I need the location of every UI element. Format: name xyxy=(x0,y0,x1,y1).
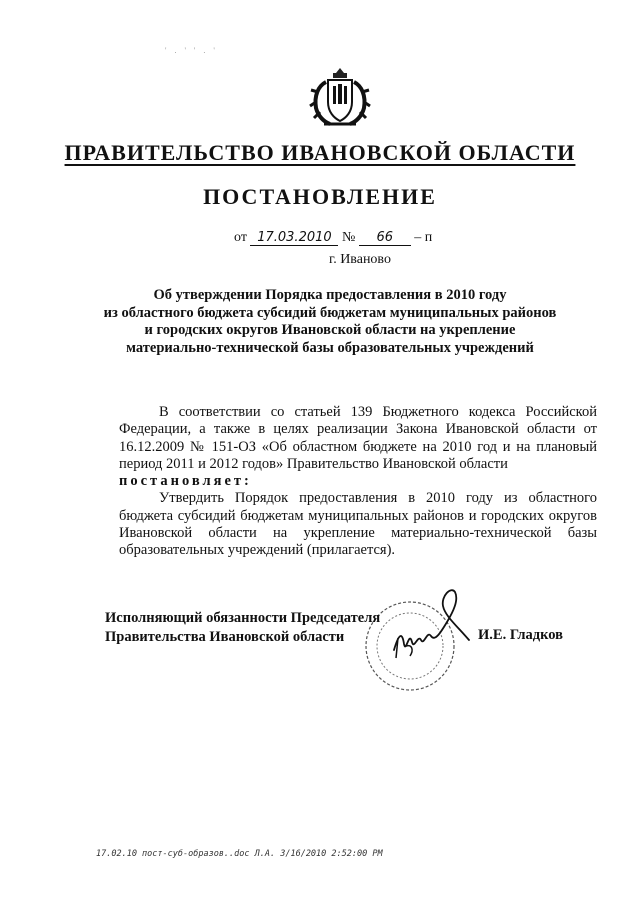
signer-name: И.Е. Гладков xyxy=(478,627,564,643)
resolution-paragraph: Утвердить Порядок предоставления в 2010 году из областного бюджета субсидий бюджетам муниципальных районов и городских округов Ивановской области на укрепление материально-технической базы образовательных учреждений (прилагается). xyxy=(119,490,597,559)
document-title xyxy=(70,287,590,357)
number-suffix: – п xyxy=(414,230,433,245)
file-footer: 17.02.10 пост-суб-образов..doc Л.А. 3/16/2010 2:52:00 PM xyxy=(96,849,383,859)
position-line: Исполняющий обязанности Председателя xyxy=(105,610,381,626)
coat-of-arms-emblem xyxy=(300,62,380,132)
handwritten-number: 66 xyxy=(359,230,411,246)
organization-name: ПРАВИТЕЛЬСТВО ИВАНОВСКОЙ ОБЛАСТИ xyxy=(64,140,576,165)
city: г. Иваново xyxy=(329,252,391,267)
title-line: материально-технической базы образовательных учреждений xyxy=(126,339,534,356)
title-line: Об утверждении Порядка предоставления в 2010 году xyxy=(153,287,507,303)
preamble-paragraph: В соответствии со статьей 139 Бюджетного кодекса Российской Федерации, а также в целях реализации Закона Ивановской области от 16.12.2009 № 151-ОЗ «Об областном бюджете на 2010 год и на плановый период 2011 и 2012 годов» Правительство Ивановской области xyxy=(119,404,597,472)
stamp-and-signature xyxy=(360,588,500,703)
from-label: от xyxy=(234,230,247,245)
title-line: из областного бюджета субсидий бюджетам муниципальных районов xyxy=(103,304,557,321)
number-sign: № xyxy=(341,230,356,245)
signer-position xyxy=(105,609,380,646)
title-line: и городских округов Ивановской области на укрепление xyxy=(144,322,516,338)
date-number-line xyxy=(234,230,432,246)
handwritten-date: 17.03.2010 xyxy=(250,230,338,246)
document-type: ПОСТАНОВЛЕНИЕ xyxy=(203,184,437,209)
scan-marks: ' . ' ' . ' xyxy=(165,46,218,55)
decree-word: постановляет: xyxy=(119,473,252,490)
position-line: Правительства Ивановской области xyxy=(105,628,345,645)
document-body xyxy=(119,404,597,560)
